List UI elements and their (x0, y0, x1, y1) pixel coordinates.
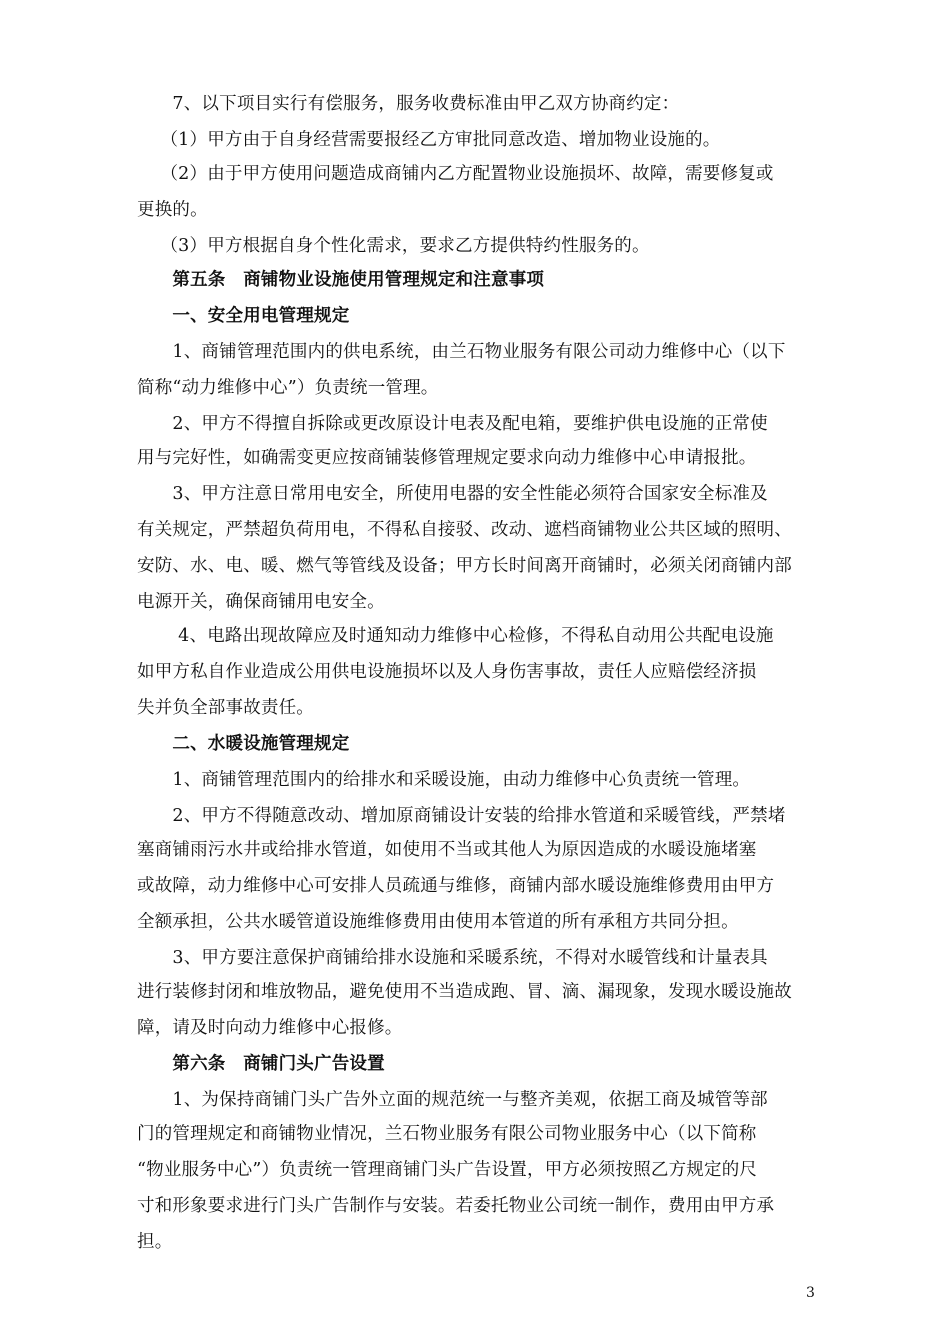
paragraph-line: 1、商铺管理范围内的供电系统，由兰石物业服务有限公司动力维修中心（以下 (137, 342, 786, 362)
paragraph-line: 3、甲方要注意保护商铺给排水设施和采暖系统，不得对水暖管线和计量表具 (137, 948, 768, 968)
paragraph-line: 障，请及时向动力维修中心报修。 (137, 1018, 403, 1038)
section-heading: 二、水暖设施管理规定 (137, 734, 350, 754)
paragraph-line: 寸和形象要求进行门头广告制作与安装。若委托物业公司统一制作，费用由甲方承 (137, 1196, 775, 1216)
paragraph-line: 门的管理规定和商铺物业情况，兰石物业服务有限公司物业服务中心（以下简称 (137, 1124, 757, 1144)
section-heading: 一、安全用电管理规定 (137, 306, 350, 326)
section-heading: 第六条 商铺门头广告设置 (137, 1054, 385, 1074)
paragraph-line: 或故障，动力维修中心可安排人员疏通与维修，商铺内部水暖设施维修费用由甲方 (137, 876, 775, 896)
paragraph-line: （2）由于甲方使用问题造成商铺内乙方配置物业设施损坏、故障，需要修复或 (137, 164, 774, 184)
section-heading: 第五条 商铺物业设施使用管理规定和注意事项 (137, 270, 545, 290)
paragraph-line: 全额承担，公共水暖管道设施维修费用由使用本管道的所有承租方共同分担。 (137, 912, 739, 932)
paragraph-line: 1、为保持商铺门头广告外立面的规范统一与整齐美观，依据工商及城管等部 (137, 1090, 768, 1110)
paragraph-line: 用与完好性，如确需变更应按商铺装修管理规定要求向动力维修中心申请报批。 (137, 448, 757, 468)
paragraph-line: 2、甲方不得随意改动、增加原商铺设计安装的给排水管道和采暖管线，严禁堵 (137, 806, 786, 826)
paragraph-line: 进行装修封闭和堆放物品，避免使用不当造成跑、冒、滴、漏现象，发现水暖设施故 (137, 982, 792, 1002)
paragraph-line: 1、商铺管理范围内的给排水和采暖设施，由动力维修中心负责统一管理。 (137, 770, 751, 790)
paragraph-line: “物业服务中心”）负责统一管理商铺门头广告设置，甲方必须按照乙方规定的尺 (137, 1160, 758, 1180)
paragraph-line: （1）甲方由于自身经营需要报经乙方审批同意改造、增加物业设施的。 (137, 130, 721, 150)
paragraph-line: 塞商铺雨污水井或给排水管道，如使用不当或其他人为原因造成的水暖设施堵塞 (137, 840, 757, 860)
paragraph-line: 更换的。 (137, 200, 208, 220)
paragraph-line: 3、甲方注意日常用电安全，所使用电器的安全性能必须符合国家安全标准及 (137, 484, 768, 504)
paragraph-line: 担。 (137, 1232, 173, 1252)
paragraph-line: 7、以下项目实行有偿服务，服务收费标准由甲乙双方协商约定： (137, 94, 680, 114)
paragraph-line: （3）甲方根据自身个性化需求，要求乙方提供特约性服务的。 (137, 236, 650, 256)
paragraph-line: 如甲方私自作业造成公用供电设施损坏以及人身伤害事故，责任人应赔偿经济损 (137, 662, 757, 682)
paragraph-line: 2、甲方不得擅自拆除或更改原设计电表及配电箱，要维护供电设施的正常使 (137, 414, 768, 434)
paragraph-line: 安防、水、电、暖、燃气等管线及设备；甲方长时间离开商铺时，必须关闭商铺内部 (137, 556, 792, 576)
paragraph-line: 简称“动力维修中心”）负责统一管理。 (137, 378, 439, 398)
paragraph-line: 失并负全部事故责任。 (137, 698, 314, 718)
page-number: 3 (806, 1285, 815, 1301)
paragraph-line: 电源开关，确保商铺用电安全。 (137, 592, 385, 612)
paragraph-line: 4、电路出现故障应及时通知动力维修中心检修，不得私自动用公共配电设施 (137, 626, 774, 646)
paragraph-line: 有关规定，严禁超负荷用电，不得私自接驳、改动、遮档商铺物业公共区域的照明、 (137, 520, 792, 540)
